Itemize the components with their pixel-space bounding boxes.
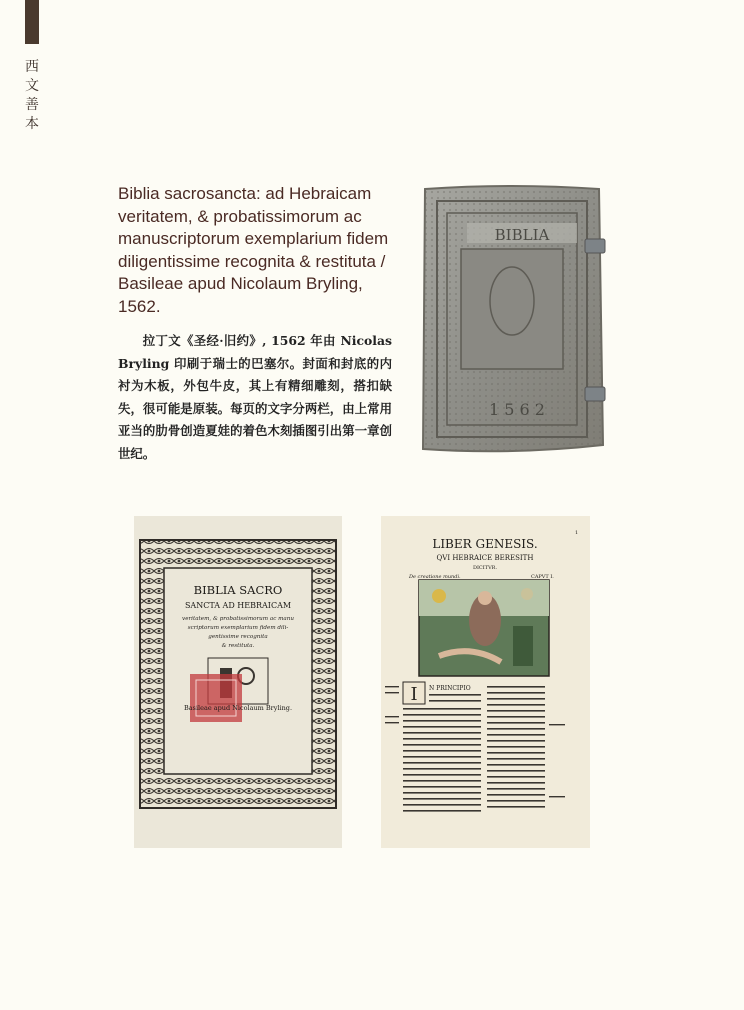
title-page-body-3: gentissime recognita bbox=[208, 634, 268, 640]
cover-year-text: 1 5 6 2 bbox=[489, 400, 545, 419]
genesis-left-caption: De creatione mundi. bbox=[409, 574, 461, 580]
genesis-heading: LIBER GENESIS. bbox=[432, 537, 538, 551]
section-label: 西文善本 bbox=[25, 59, 39, 132]
cover-spine-text: BIBLIA bbox=[494, 226, 550, 244]
genesis-page-photo bbox=[381, 516, 590, 848]
title-page-line-2: SANCTA AD HEBRAICAM bbox=[184, 601, 292, 610]
genesis-drop-cap: I bbox=[410, 684, 418, 705]
title-page-imprint: Basileae apud Nicolaum Bryling. bbox=[183, 704, 293, 712]
genesis-right-caption: CAPVT I. bbox=[531, 574, 554, 580]
book-title: Biblia sacrosancta: ad Hebraicam veritatem, & probatissimorum ac manuscriptorum exemplarium fidem diligentissime recognita & restituta / Basileae apud Nicolaum Bryling, 1562. bbox=[118, 184, 389, 316]
genesis-page-number: 1 bbox=[575, 530, 579, 536]
library-stamp bbox=[190, 674, 242, 722]
genesis-subheading: QVI HEBRAICE BERESITH bbox=[436, 554, 534, 562]
header-bar bbox=[25, 0, 39, 44]
cover-photo bbox=[417, 183, 607, 458]
title-page-body-2: scriptorum exemplarium fidem dili- bbox=[187, 625, 289, 631]
book-description: 拉丁文《圣经·旧约》, 1562 年由 Nicolas Bryling 印刷于瑞士的巴塞尔。封面和封底的内衬为木板，外包牛皮，其上有精细雕刻，搭扣缺失，很可能是原装。每页的文字分两栏，由上常用亚当的肋骨创造夏娃的着色木刻插图引出第一章创世纪。 bbox=[118, 333, 392, 461]
title-page-body-4: & restituta. bbox=[221, 643, 255, 649]
genesis-subheading-2: DICITVR. bbox=[472, 565, 498, 571]
creation-of-eve-woodcut bbox=[419, 580, 549, 676]
title-page-line-1: BIBLIA SACRO bbox=[193, 583, 283, 597]
title-page-body-1: veritatem, & probatissimorum ac manu bbox=[182, 616, 294, 622]
genesis-incipit: N PRINCIPIO bbox=[429, 685, 471, 692]
title-page-photo bbox=[134, 516, 342, 848]
